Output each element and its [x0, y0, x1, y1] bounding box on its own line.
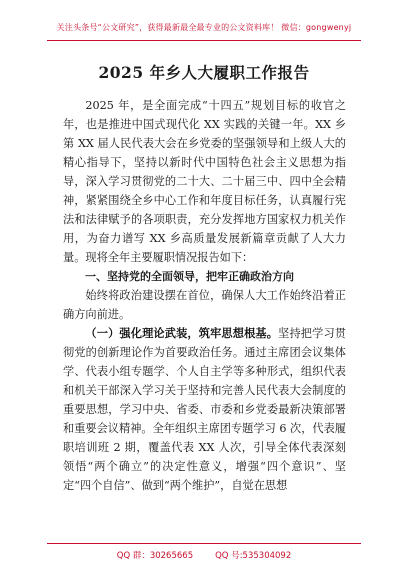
footer-qq-group: QQ 群：30265665 — [116, 551, 194, 561]
subsection-paragraph — [63, 324, 346, 495]
footer — [0, 549, 408, 561]
header-note: 关注头条号“公文研究”，获得最新最全最专业的公文资料库！ 微信：gongwenyj — [56, 23, 352, 32]
subsection-body: 坚持把学习贯彻党的创新理论作为首要政治任务。通过主席团会议集体学、代表小组专题学、个人自主学等多种形式，组织代表和机关干部深入学习关于坚持和完善人民代表大会制度的重要思想，学习中央、省委、市委和乡党委最新决策部署和重要会议精神。全年组织主席团专题学习 6 次，代表履职培训班 2 期，覆盖代表 XX 人次，引导全体代表深刻领悟“两个确立”的决定性意义，增强“四个意识”、坚定“四个自信”、做到“两个维护”，自觉在思想 — [63, 327, 346, 492]
section-intro: 始终将政治建设摆在首位，确保人大工作始终沿着正确方向前进。 — [63, 289, 346, 321]
footer-rule — [47, 543, 361, 544]
header-rule — [47, 40, 361, 41]
subsection-heading: （一）强化理论武装，筑牢思想根基。 — [85, 326, 279, 340]
footer-qq: QQ 号:535304092 — [215, 551, 292, 561]
document-title: 2025 年乡人大履职工作报告 — [98, 63, 310, 82]
section-heading: 一、坚持党的全面领导，把牢正确政治方向 — [85, 270, 294, 283]
intro-paragraph: 2025 年，是全面完成“十四五”规划目标的收官之年，也是推进中国式现代化 XX 实践的关键一年。XX 乡第 XX 届人民代表大会在乡党委的坚强领导和上级人大的精心指导下，坚持以新时代中国特色社会主义思想为指导，深入学习贯彻党的二十大、二十届三中、四中全会精神，紧紧围绕全乡中心工作和年度目标任务，认真履行宪法和法律赋予的各项职责，充分发挥地方国家权力机关作用，为奋力谱写 XX 乡高质量发展新篇章贡献了人大力量。现将全年主要履职情况报告如下： — [63, 99, 346, 264]
document-body — [63, 96, 346, 495]
